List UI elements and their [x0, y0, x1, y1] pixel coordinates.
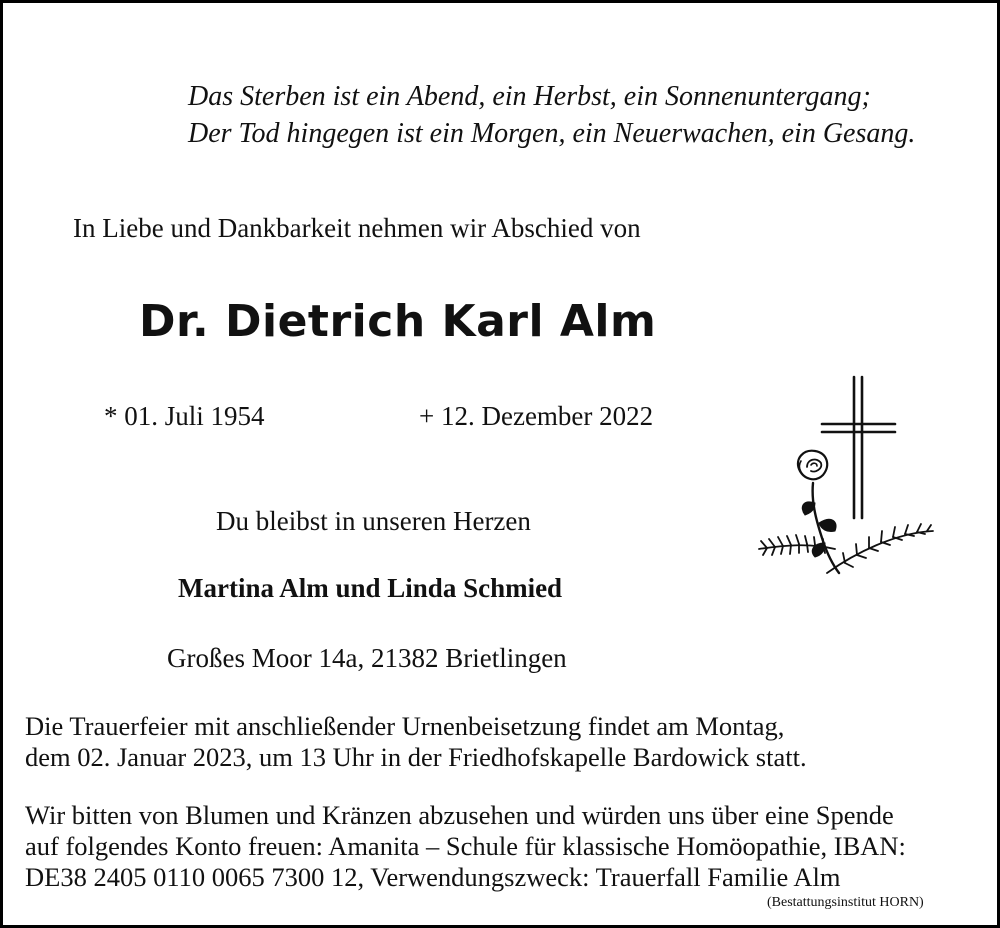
ceremony-line-2: dem 02. Januar 2023, um 13 Uhr in der Friedhofskapelle Bardowick statt. — [25, 742, 807, 772]
quote-line-1: Das Sterben ist ein Abend, ein Herbst, ein Sonnenuntergang; — [188, 81, 871, 112]
donation-line-1: Wir bitten von Blumen und Kränzen abzusehen und würden uns über eine Spende — [25, 800, 894, 830]
farewell-text: Du bleibst in unseren Herzen — [216, 506, 531, 536]
quote-line-2: Der Tod hingegen ist ein Morgen, ein Neuerwachen, ein Gesang. — [188, 118, 916, 149]
ceremony-line-1: Die Trauerfeier mit anschließender Urnenbeisetzung findet am Montag, — [25, 711, 785, 741]
death-date: + 12. Dezember 2022 — [419, 401, 654, 431]
deceased-name: Dr. Dietrich Karl Alm — [139, 296, 657, 347]
mourners-names: Martina Alm und Linda Schmied — [178, 573, 563, 603]
cross-with-rose-icon — [755, 373, 937, 583]
donation-line-3: DE38 2405 0110 0065 7300 12, Verwendungszweck: Trauerfall Familie Alm — [25, 862, 841, 892]
intro-text: In Liebe und Dankbarkeit nehmen wir Abschied von — [73, 213, 641, 243]
donation-line-2: auf folgendes Konto freuen: Amanita – Schule für klassische Homöopathie, IBAN: — [25, 831, 906, 861]
funeral-home-credit: (Bestattungsinstitut HORN) — [767, 895, 924, 910]
mourners-address: Großes Moor 14a, 21382 Brietlingen — [167, 643, 567, 673]
birth-date: * 01. Juli 1954 — [104, 401, 265, 431]
